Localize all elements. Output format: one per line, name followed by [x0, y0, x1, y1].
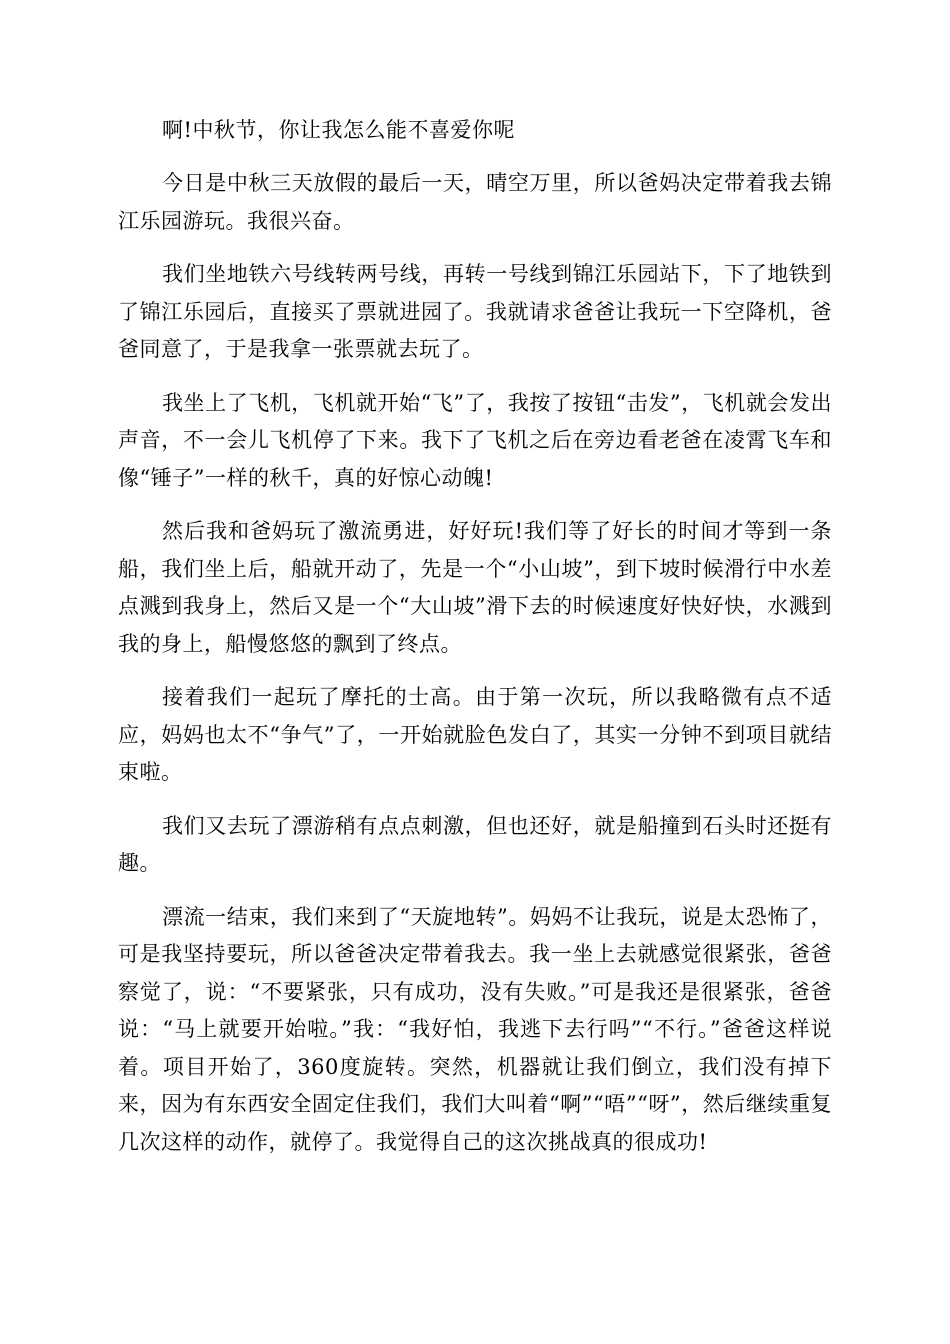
paragraph-1: 今日是中秋三天放假的最后一天，晴空万里，所以爸妈决定带着我去锦江乐园游玩。我很兴奋。: [118, 171, 832, 233]
paragraph-6: 我们又去玩了漂游稍有点点刺激，但也还好，就是船撞到石头时还挺有趣。: [118, 813, 832, 875]
paragraph-7: 漂流一结束，我们来到了“天旋地转”。妈妈不让我玩，说是太恐怖了，可是我坚持要玩，所以爸爸决定带着我去。我一坐上去就感觉很紧张，爸爸察觉了，说：“不要紧张，只有成功，没有失败。”可是我还是很紧张，爸爸说：“马上就要开始啦。”我：“我好怕，我逃下去行吗”“不行。”爸爸这样说着。项目开始了，360度旋转。突然，机器就让我们倒立，我们没有掉下来，因为有东西安全固定住我们，我们大叫着“啊”“唔”“呀”，然后继续重复几次这样的动作，就停了。我觉得自己的这次挑战真的很成功!: [118, 904, 832, 1154]
document-title: 啊!中秋节，你让我怎么能不喜爱你呢: [162, 118, 515, 142]
paragraph-5: 接着我们一起玩了摩托的士高。由于第一次玩，所以我略微有点不适应，妈妈也太不“争气”了，一开始就脸色发白了，其实一分钟不到项目就结束啦。: [118, 685, 832, 784]
paragraph-2: 我们坐地铁六号线转两号线，再转一号线到锦江乐园站下，下了地铁到了锦江乐园后，直接买了票就进园了。我就请求爸爸让我玩一下空降机，爸爸同意了，于是我拿一张票就去玩了。: [118, 262, 832, 361]
paragraph-4: 然后我和爸妈玩了激流勇进，好好玩!我们等了好长的时间才等到一条船，我们坐上后，船就开动了，先是一个“小山坡”，到下坡时候滑行中水差点溅到我身上，然后又是一个“大山坡”滑下去的时候速度好快好快，水溅到我的身上，船慢悠悠的飘到了终点。: [118, 519, 832, 656]
paragraph-3: 我坐上了飞机，飞机就开始“飞”了，我按了按钮“击发”，飞机就会发出声音，不一会儿飞机停了下来。我下了飞机之后在旁边看老爸在凌霄飞车和像“锤子”一样的秋千，真的好惊心动魄!: [118, 390, 832, 490]
